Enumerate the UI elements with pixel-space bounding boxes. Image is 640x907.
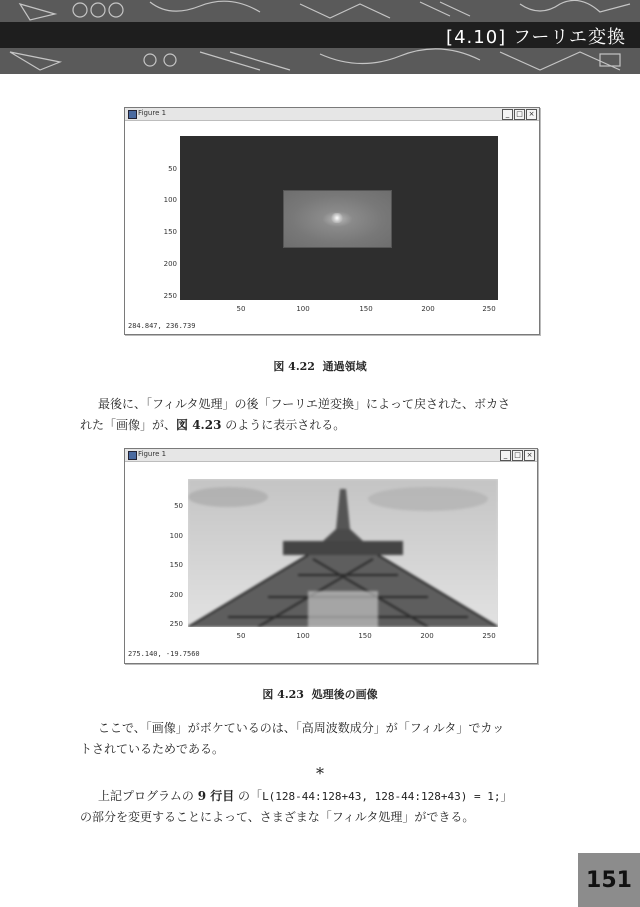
passband-image [283,190,392,248]
window-titlebar[interactable] [125,108,539,121]
figure-caption-4-23 [0,686,640,702]
y-tick-label: 150 [163,228,177,236]
paragraph-line [86,786,596,807]
close-icon[interactable]: × [524,450,535,461]
caption-text: 通過領域 [322,360,367,373]
window-title: Figure 1 [138,109,167,117]
minimize-icon[interactable]: _ [500,450,511,461]
spectrum-center [330,213,344,223]
paragraph-line: ここで、「画像」がボケているのは、「高周波数成分」が「フィルタ」でカッ [98,721,505,735]
blurred-tower-image [188,479,498,627]
figure-caption-4-22 [0,358,640,374]
window-title: Figure 1 [138,450,167,458]
y-tick-label: 200 [163,260,177,268]
code-snippet: L(128-44:128+43, 128-44:128+43) = 1; [262,790,501,803]
figure-window-1[interactable] [124,107,540,335]
y-tick-label: 50 [168,165,177,173]
minimize-icon[interactable]: _ [502,109,513,120]
x-tick-label: 50 [236,305,246,313]
y-tick-label: 250 [163,292,177,300]
text-span: れた「画像」が、 [80,418,177,432]
page-header [0,0,640,74]
paragraph-2 [80,718,586,760]
x-tick-label: 250 [482,305,496,313]
page-number: 151 [578,853,640,907]
y-tick-label: 100 [163,196,177,204]
figure-icon [128,451,137,460]
paragraph-line: 最後に、「フィルタ処理」の後「フーリエ逆変換」によって戻された、ボカさ [98,397,510,411]
x-tick-label: 100 [296,305,310,313]
y-tick-label: 100 [169,532,183,540]
x-tick-label: 200 [420,632,434,640]
caption-number: 図 4.23 [262,688,304,701]
y-tick-label: 250 [169,620,183,628]
line-reference: 9 行目 [197,789,235,803]
figure-reference: 図 4.23 [176,418,222,432]
plot-axes [188,479,498,627]
y-tick-label: 50 [174,502,183,510]
maximize-icon[interactable]: □ [512,450,523,461]
window-controls [500,450,535,461]
close-icon[interactable]: × [526,109,537,120]
caption-number: 図 4.22 [273,360,315,373]
x-tick-label: 50 [236,632,246,640]
chapter-title: [4.10] フーリエ変換 [446,27,626,48]
coordinate-readout: 275.140, -19.7560 [128,650,200,658]
text-span: 」 [500,789,513,803]
paragraph-line: トされているためである。 [80,742,225,756]
maximize-icon[interactable]: □ [514,109,525,120]
x-tick-label: 200 [421,305,435,313]
text-span: 上記プログラムの [98,789,198,803]
paragraph-1 [80,394,586,436]
window-controls [502,109,537,120]
x-tick-label: 250 [482,632,496,640]
section-separator: * [316,764,324,783]
coordinate-readout: 284.847, 236.739 [128,322,196,330]
y-tick-label: 200 [169,591,183,599]
x-tick-label: 150 [359,305,373,313]
y-tick-label: 150 [169,561,183,569]
x-tick-label: 100 [296,632,310,640]
plot-axes [180,136,498,300]
window-titlebar[interactable] [125,449,537,462]
paragraph-line: の部分を変更することによって、さまざまな「フィルタ処理」ができる。 [80,810,475,824]
text-span: のように表示される。 [221,418,346,432]
paragraph-3 [80,786,596,828]
text-span: の「 [234,789,263,803]
x-tick-label: 150 [358,632,372,640]
paragraph-line [80,415,586,436]
figure-icon [128,110,137,119]
caption-text: 処理後の画像 [311,688,378,701]
figure-window-2[interactable] [124,448,538,664]
